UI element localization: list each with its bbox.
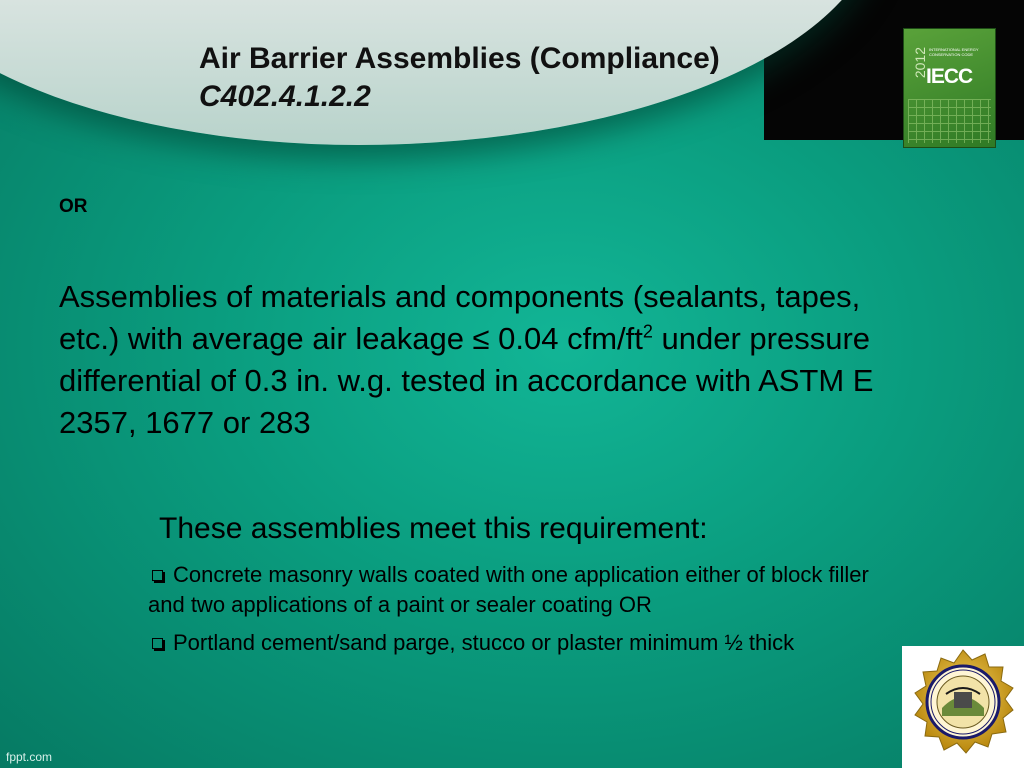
list-item [148, 560, 898, 620]
list-item [148, 628, 898, 658]
paragraph-part-1: Assemblies of materials and components (sealants, tapes, etc.) with average air leakage ≤ 0.04 cfm/ft [59, 279, 861, 356]
iecc-name: IECC [926, 65, 973, 88]
requirement-list [148, 560, 898, 666]
brand-watermark: fppt.com [6, 750, 53, 764]
sub-heading: These assemblies meet this requirement: [159, 512, 708, 545]
superscript-2: 2 [642, 321, 653, 342]
square-bullet-icon [152, 638, 163, 649]
state-fire-marshal-seal-icon [902, 646, 1024, 768]
iecc-year: 2012 [912, 47, 928, 79]
paragraph-part-2: under pressure differential of 0.3 in. w.g. tested in accordance with ASTM E 2357, 1677 or 283 [59, 321, 874, 440]
list-item-text: Concrete masonry walls coated with one application either of block filler and two applications of a paint or sealer coating OR [148, 562, 869, 617]
slide-title [199, 40, 720, 116]
square-bullet-icon [152, 570, 163, 581]
main-paragraph [59, 276, 919, 444]
title-text: Air Barrier Assemblies (Compliance) [199, 42, 720, 75]
iecc-book-cover-image [903, 28, 996, 148]
iecc-subtitle: INTERNATIONAL ENERGY CONSERVATION CODE [929, 47, 979, 57]
code-reference: C402.4.1.2.2 [199, 80, 371, 113]
state-fire-marshal-seal-image [902, 646, 1024, 768]
iecc-grid-pattern [908, 99, 991, 143]
or-label: OR [59, 196, 88, 217]
list-item-text: Portland cement/sand parge, stucco or plaster minimum ½ thick [173, 630, 795, 655]
